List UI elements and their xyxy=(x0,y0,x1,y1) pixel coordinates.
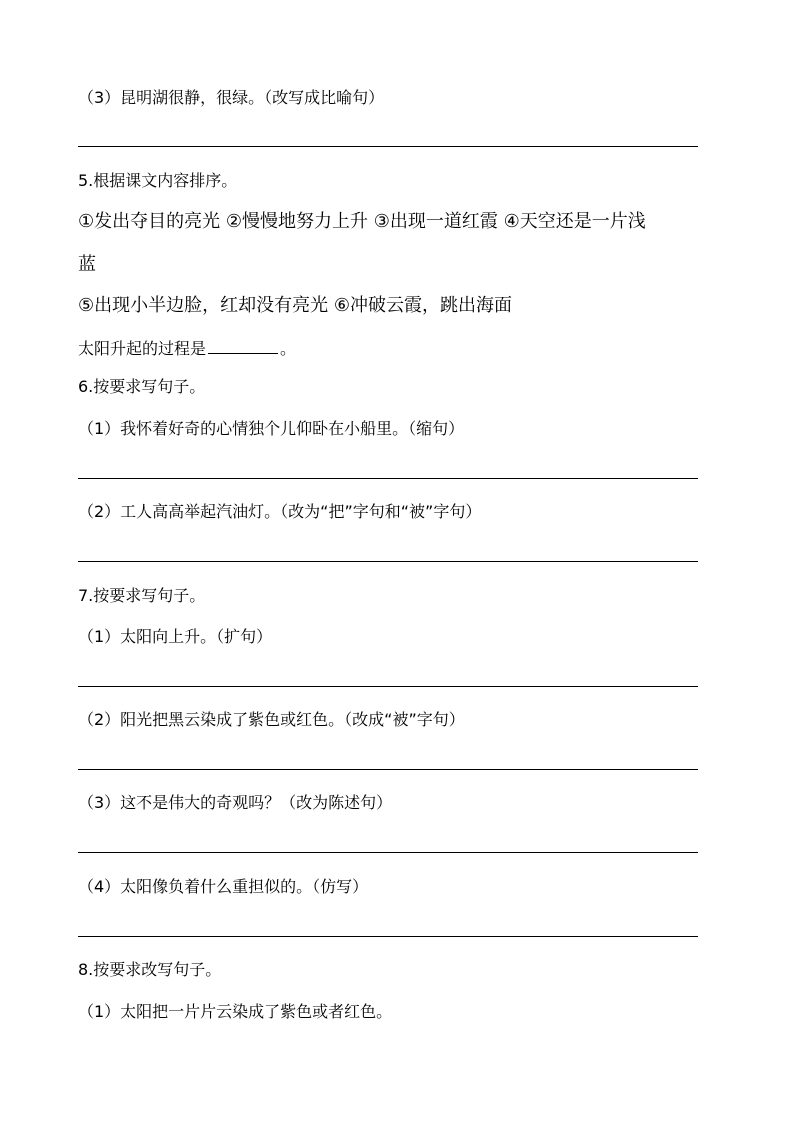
question-5-prompt-text: 太阳升起的过程是 xyxy=(78,339,207,358)
question-8-title: 8.按要求改写句子。 xyxy=(78,960,222,979)
question-6-2: （2）工人高高举起汽油灯。（改为“把”字句和“被”字句） xyxy=(78,502,482,521)
question-6-1: （1）我怀着好奇的心情独个儿仰卧在小船里。（缩句） xyxy=(78,419,465,438)
question-5-title: 5.根据课文内容排序。 xyxy=(78,171,238,190)
question-8-1: （1）太阳把一片片云染成了紫色或者红色。 xyxy=(78,1002,393,1021)
question-6-title: 6.按要求写句子。 xyxy=(78,377,206,396)
question-5-options-line-1: ①发出夺目的亮光 ②慢慢地努力上升 ③出现一道红霞 ④天空还是一片浅 xyxy=(78,211,646,232)
question-7-4: （4）太阳像负着什么重担似的。（仿写） xyxy=(78,877,369,896)
question-7-title: 7.按要求写句子。 xyxy=(78,586,206,605)
answer-line xyxy=(78,478,698,479)
question-4-3: （3）昆明湖很静，很绿。（改写成比喻句） xyxy=(78,88,385,107)
answer-line xyxy=(78,686,698,687)
answer-line xyxy=(78,852,698,853)
question-7-3: （3）这不是伟大的奇观吗？（改为陈述句） xyxy=(78,793,393,812)
answer-line xyxy=(78,769,698,770)
question-5-prompt-end: 。 xyxy=(280,339,297,358)
question-5-options-line-1-wrap: 蓝 xyxy=(78,254,96,275)
answer-line xyxy=(78,561,698,562)
question-5-prompt xyxy=(78,337,296,360)
question-5-options-line-2: ⑤出现小半边脸，红却没有亮光 ⑥冲破云霞，跳出海面 xyxy=(78,295,512,316)
question-7-2: （2）阳光把黑云染成了紫色或红色。（改成“被”字句） xyxy=(78,710,465,729)
answer-line xyxy=(78,936,698,937)
question-7-1: （1）太阳向上升。（扩句） xyxy=(78,627,273,646)
answer-line xyxy=(78,146,698,147)
fill-in-blank[interactable] xyxy=(208,337,278,354)
